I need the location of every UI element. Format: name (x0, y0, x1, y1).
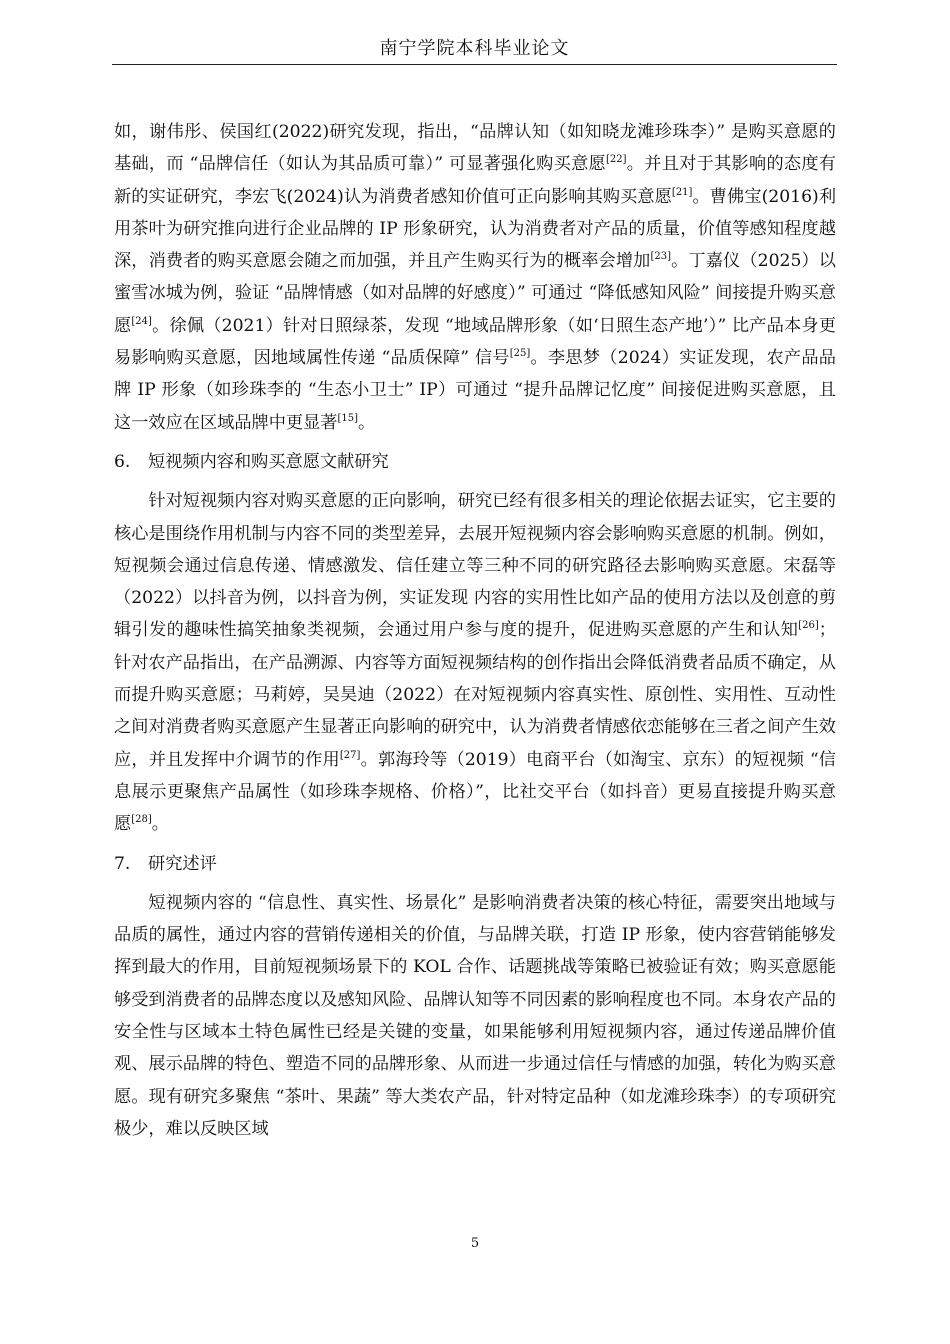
text-segment: ；针对农产品指出，在产品溯源、内容等方面短视频结构的创作指出会降低消费者品质不确定，从而提升购买意愿；马莉婷，吴昊迪（2022）在对短视频内容真实性、原创性、实用性、互动性之间对消费者购买意愿产生显著正向影响的研究中，认为消费者情感依恋能够在三者之间产生效应，并且发挥中介调节的作用 (114, 620, 836, 770)
text-segment: 。曹佛宝(2016)利用茶叶为研究推向进行企业品牌的 IP 形象研究，认为消费者对产品的质量，价值等感知程度越深，消费者的购买意愿会随之而加强，并且产生购买行为的概率会增加 (114, 186, 837, 272)
section-title: 研究述评 (148, 853, 217, 874)
citation-28: [28] (131, 814, 152, 826)
citation-24: [24] (131, 315, 152, 327)
page-header-title: 南宁学院本科毕业论文 (379, 38, 570, 59)
citation-22: [22] (606, 154, 627, 166)
text-segment: 针对短视频内容对购买意愿的正向影响，研究已经有很多相关的理论依据去证实，它主要的核心是围绕作用机制与内容不同的类型差异，去展开短视频内容会影响购买意愿的机制。例如，短视频会通过信息传递、情感激发、信任建立等三种不同的研究路径去影响购买意愿。宋磊等（2022）以抖音为例，以抖音为例，实证发现 内容的实用性比如产品的使用方法以及创意的剪辑引发的趣味性搞笑抽象类视频，会通过用户参与度的提升，促进购买意愿的产生和认知 (114, 491, 836, 641)
text-segment: 。徐佩（2021）针对日照绿茶，发现 “地域品牌形象（如‘日照生态产地’）” 比产品本身更易影响购买意愿，因地域属性传递 “品质保障” 信号 (114, 315, 836, 369)
text-segment: 如，谢伟彤、侯国红(2022)研究发现，指出，“品牌认知（如知晓龙滩珍珠李）” 是购买意愿的基础，而 “品牌信任（如认为其品质可靠）” 可显著强化购买意愿 (114, 122, 836, 175)
citation-25: [25] (509, 348, 531, 360)
citation-21: [21] (671, 186, 693, 198)
section-title: 短视频内容和购买意愿文献研究 (148, 451, 389, 472)
section-heading-6 (114, 446, 836, 478)
text-segment: 。并且对于其影响的态度有新的实证研究，李宏飞(2024)认为消费者感知价值可正向影响其购买意愿 (114, 154, 836, 207)
page-number: 5 (470, 1236, 480, 1251)
citation-27: [27] (339, 749, 361, 761)
paragraph-research-review (114, 887, 836, 1145)
text-segment: 。丁嘉仪（2025）以蜜雪冰城为例，验证 “品牌情感（如对品牌的好感度）” 可通过 “降低感知风险” 间接提升购买意愿 (114, 251, 836, 336)
text-segment: 。郭海玲等（2019）电商平台（如淘宝、京东）的短视频 “信息展示更聚焦产品属性（如珍珠李规格、价格）”，比社交平台（如抖音）更易直接提升购买意愿 (114, 749, 836, 835)
paragraph-brand-literature (114, 116, 836, 439)
text-segment: 短视频内容的 “信息性、真实性、场景化” 是影响消费者决策的核心特征，需要突出地域与品质的属性，通过内容的营销传递相关的价值，与品牌关联，打造 IP 形象，使内容营销能够发挥到最大的作用，目前短视频场景下的 KOL 合作、话题挑战等策略已被验证有效；购买意愿能够受到消费者的品牌态度以及感知风险、品牌认知等不同因素的影响程度也不同。本身农产品的安全性与区域本土特色属性已经是关键的变量，如果能够利用短视频内容，通过传递品牌价值观、展示品牌的特色、塑造不同的品牌形象、从而进一步通过信任与情感的加强，转化为购买意愿。现有研究多聚焦 “茶叶、果蔬” 等大类农产品，针对特定品种（如龙滩珍珠李）的专项研究极少，难以反映区域 (114, 892, 836, 1139)
paragraph-short-video-literature (114, 485, 836, 840)
section-number: 7. (114, 853, 131, 874)
document-body (114, 116, 836, 1145)
header-rule (112, 64, 837, 65)
citation-15: [15] (337, 412, 358, 424)
citation-26: [26] (798, 620, 819, 632)
section-number: 6. (114, 451, 131, 472)
section-heading-7 (114, 848, 836, 880)
text-segment: 。李思梦（2024）实证发现，农产品品牌 IP 形象（如珍珠李的 “生态小卫士” IP）可通过 “提升品牌记忆度” 间接促进购买意愿，且这一效应在区域品牌中更显著 (114, 348, 836, 433)
citation-23: [23] (650, 251, 671, 263)
text-segment: 。 (357, 412, 376, 433)
text-segment: 。 (151, 814, 169, 835)
